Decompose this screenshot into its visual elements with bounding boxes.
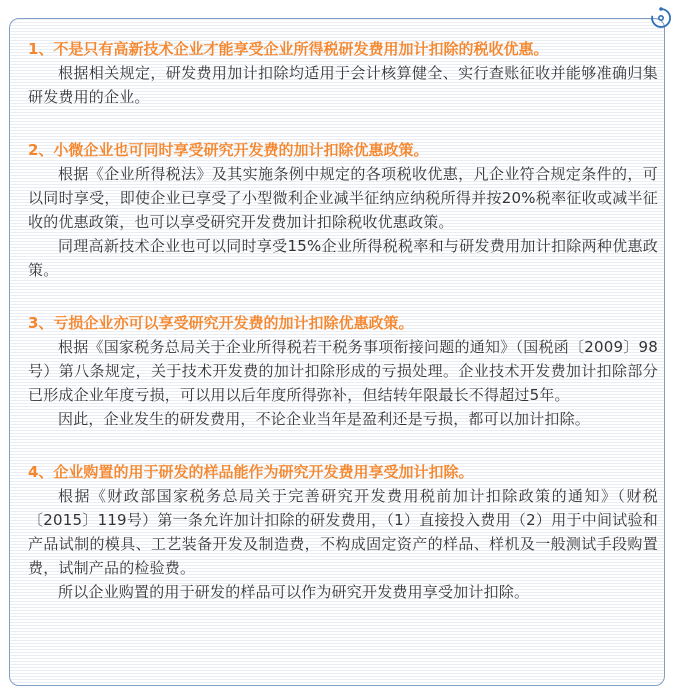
section-1-paragraph-1: 根据相关规定，研发费用加计扣除均适用于会计核算健全、实行查账征收并能够准确归集研发费用的企业。 [28,64,658,106]
circle-arrow-icon [649,6,673,30]
section-4 [28,460,658,604]
content-card [9,18,665,686]
section-2-paragraph-1: 根据《企业所得税法》及其实施条例中规定的各项税收优惠，凡企业符合规定条件的，可以同时享受，即使企业已享受了小型微利企业减半征纳应纳税所得并按20%税率征收或减半征收的优惠政策，也可以享受研究开发费加计扣除税收优惠政策。 [28,165,658,231]
section-4-heading: 4、企业购置的用于研发的样品能作为研究开发费用享受加计扣除。 [28,463,474,481]
section-1-heading: 1、不是只有高新技术企业才能享受企业所得税研发费用加计扣除的税收优惠。 [28,40,549,58]
section-1 [28,37,658,109]
section-2 [28,138,658,282]
section-2-paragraph-2: 同理高新技术企业也可以同时享受15%企业所得税税率和与研发费用加计扣除两种优惠政策。 [28,237,658,279]
section-2-heading: 2、小微企业也可同时享受研究开发费的加计扣除优惠政策。 [28,141,429,159]
section-4-paragraph-2: 所以企业购置的用于研发的样品可以作为研究开发费用享受加计扣除。 [58,583,530,601]
section-3-paragraph-1: 根据《国家税务总局关于企业所得税若干税务事项衔接问题的通知》（国税函〔2009〕98号）第八条规定，关于技术开发费的加计扣除形成的亏损处理。企业技术开发费加计扣除部分已形成企业年度亏损，可以用以后年度所得弥补，但结转年限最长不得超过5年。 [28,338,658,404]
section-4-paragraph-1: 根据《财政部国家税务总局关于完善研究开发费用税前加计扣除政策的通知》（财税〔2015〕119号）第一条允许加计扣除的研发费用，（1）直接投入费用（2）用于中间试验和产品试制的模具、工艺装备开发及制造费，不构成固定资产的样品、样机及一般测试手段购置费，试制产品的检验费。 [28,487,658,577]
article-body [28,37,658,633]
section-3 [28,311,658,431]
section-3-heading: 3、亏损企业亦可以享受研究开发费的加计扣除优惠政策。 [28,314,414,332]
section-3-paragraph-2: 因此，企业发生的研发费用，不论企业当年是盈利还是亏损，都可以加计扣除。 [58,410,591,428]
